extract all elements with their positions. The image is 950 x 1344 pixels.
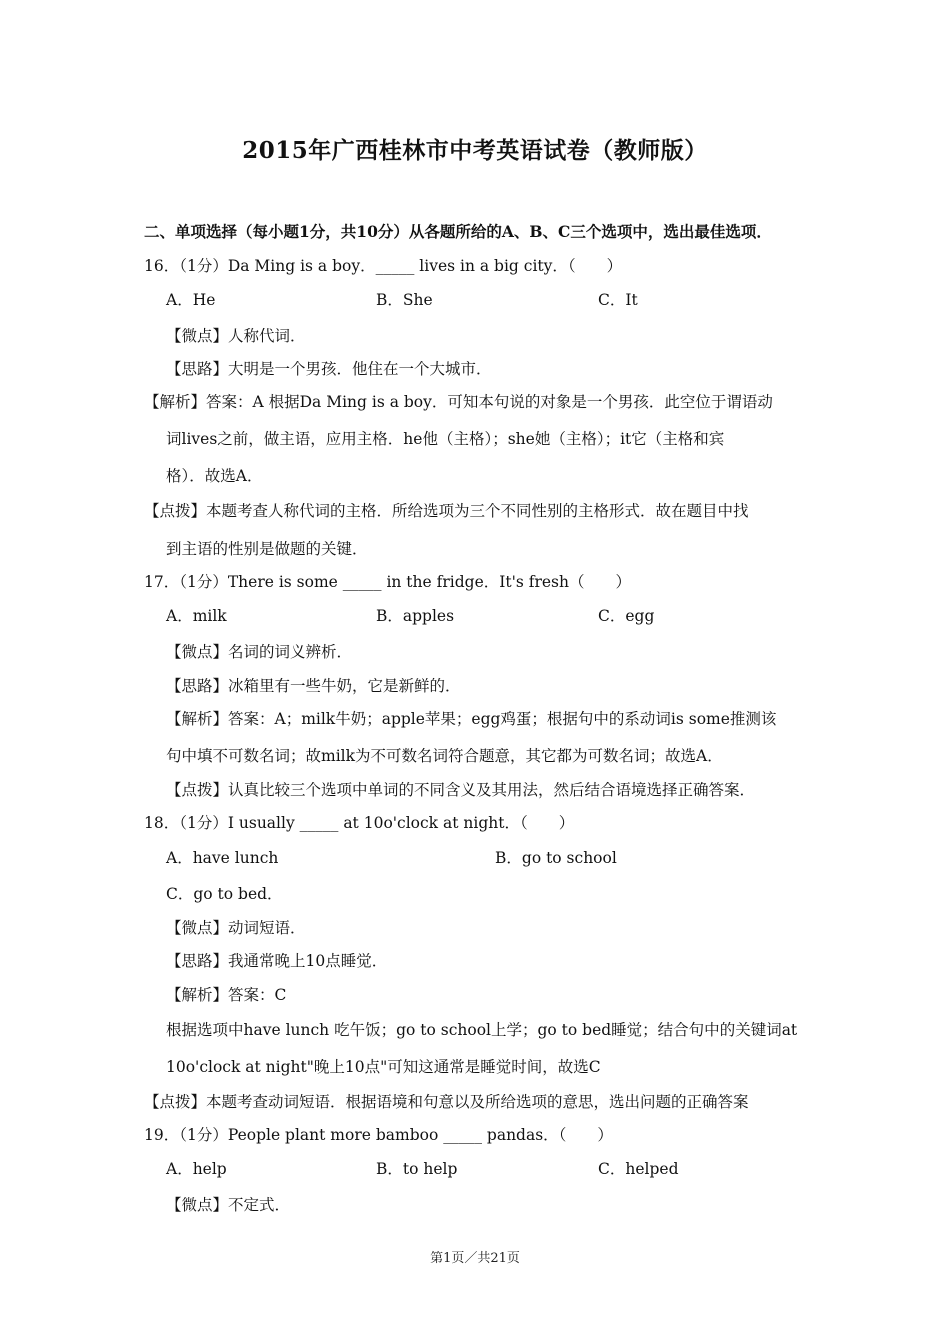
q16-dianbo-line-2: 到主语的性别是做题的关键． [166, 540, 368, 558]
question-17-stem: 17．（1分）There is some _____ in the fridge．It's fresh（ ） [144, 573, 631, 591]
q17-jiexi-line-1: 【解析】答案：A；milk牛奶；apple苹果；egg鸡蛋；根据句中的系动词is some推测该 [166, 710, 777, 728]
question-18-option-c: C．go to bed． [166, 885, 283, 903]
option-c: C．It [598, 291, 638, 309]
option-b: B．go to school [495, 849, 617, 867]
option-a: A．milk [166, 607, 227, 625]
document-title: 2015年广西桂林市中考英语试卷（教师版） [242, 137, 708, 164]
option-b: B．She [376, 291, 433, 309]
question-19-stem: 19．（1分）People plant more bamboo _____ pandas．（ ） [144, 1126, 613, 1144]
q18-weidian: 【微点】动词短语． [166, 919, 306, 937]
q16-dianbo-line-1: 【点拨】本题考查人称代词的主格．所给选项为三个不同性别的主格形式．故在题目中找 [144, 502, 749, 520]
q16-jiexi-line-1: 【解析】答案：A 根据Da Ming is a boy．可知本句说的对象是一个男孩．此空位于谓语动 [144, 393, 773, 411]
q17-jiexi-line-2: 句中填不可数名词；故milk为不可数名词符合题意，其它都为可数名词；故选A． [166, 747, 723, 765]
question-18-options [166, 848, 806, 868]
q18-jiexi-line-1: 【解析】答案：C [166, 986, 287, 1004]
q18-dianbo: 【点拨】本题考查动词短语．根据语境和句意以及所给选项的意思，选出问题的正确答案 [144, 1093, 749, 1111]
page-footer: 第1页／共21页 [430, 1251, 520, 1266]
option-b: B．apples [376, 607, 455, 625]
q16-weidian: 【微点】人称代词． [166, 327, 306, 345]
question-17-options [166, 606, 806, 626]
q18-jiexi-line-3: 10o'clock at night"晚上10点"可知这通常是睡觉时间，故选C [166, 1058, 601, 1076]
option-b: B．to help [376, 1160, 458, 1178]
question-19-options [166, 1159, 806, 1179]
question-16-options [166, 290, 806, 310]
q17-silu: 【思路】冰箱里有一些牛奶，它是新鲜的． [166, 677, 461, 695]
option-a: A．He [166, 291, 216, 309]
q18-silu: 【思路】我通常晚上10点睡觉． [166, 952, 388, 970]
q19-weidian: 【微点】不定式． [166, 1196, 291, 1214]
q18-jiexi-line-2: 根据选项中have lunch 吃午饭；go to school上学；go to bed睡觉；结合句中的关键词at [166, 1021, 798, 1039]
option-c: C．egg [598, 607, 655, 625]
q16-jiexi-line-2: 词lives之前，做主语，应用主格．he他（主格）；she她（主格）；it它（主格和宾 [166, 430, 725, 448]
question-18-stem: 18．（1分）I usually _____ at 10o'clock at night．（ ） [144, 814, 575, 832]
q17-dianbo: 【点拨】认真比较三个选项中单词的不同含义及其用法，然后结合语境选择正确答案． [166, 781, 756, 799]
q17-weidian: 【微点】名词的词义辨析． [166, 643, 353, 661]
option-a: A．have lunch [166, 849, 279, 867]
question-16-stem: 16．（1分）Da Ming is a boy．_____ lives in a big city．（ ） [144, 257, 623, 275]
q16-jiexi-line-3: 格）．故选A． [166, 467, 263, 485]
q16-silu: 【思路】大明是一个男孩．他住在一个大城市． [166, 360, 492, 378]
option-a: A．help [166, 1160, 227, 1178]
section-heading: 二、单项选择（每小题1分，共10分）从各题所给的A、B、C三个选项中，选出最佳选项． [144, 222, 772, 241]
option-c: C．helped [598, 1160, 679, 1178]
